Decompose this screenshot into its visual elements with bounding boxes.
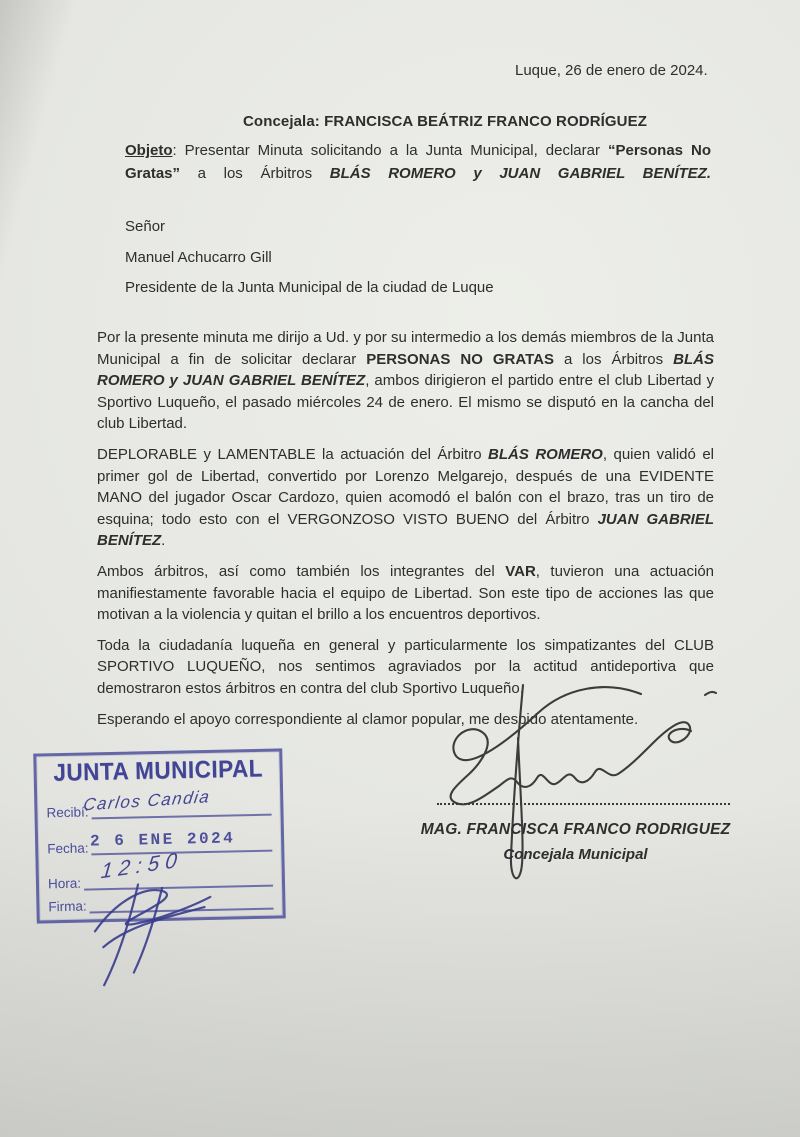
paragraph-3: Ambos árbitros, así como también los integrantes del VAR, tuvieron una actuación manifiestamente favorable hacia el equipo de Libertad. Son este tipo de acciones las que motivan a la violencia y quitan el brillo a los encuentros deportivos.	[97, 562, 715, 624]
stamp-signature-scribble	[74, 870, 236, 988]
recipient-name: Manuel Achucarro Gill	[125, 248, 272, 266]
stamp-line-recibi	[92, 814, 272, 820]
stamp-label-fecha: Fecha:	[47, 840, 89, 857]
signatory-title: Concejala Municipal	[503, 846, 648, 863]
addressee-heading: Concejala: FRANCISCA BEÁTRIZ FRANCO RODRÍGUEZ	[243, 113, 647, 130]
date-line: Luque, 26 de enero de 2024.	[515, 62, 708, 79]
paragraph-4: Toda la ciudadanía luqueña en general y particularmente los simpatizantes del CLUB SPORTIVO LUQUEÑO, nos sentimos agraviados por la actitud antideportiva que demostraron estos árbitros en contra del club Sportivo Luqueño.	[97, 636, 714, 697]
signature-dotted-line	[437, 794, 730, 805]
recipient-title: Presidente de la Junta Municipal de la ciudad de Luque	[125, 279, 494, 296]
recipient-salutation: Señor	[125, 218, 166, 235]
stamp-label-recibi: Recibí:	[46, 804, 89, 821]
stamp-recibi-handwriting: Carlos Candia	[82, 787, 212, 815]
stamp-label-hora: Hora:	[47, 875, 82, 892]
subject-line: Objeto: Presentar Minuta solicitando a la Junta Municipal, declarar “Personas No Gratas” a los Árbitros BLÁS ROMERO y JUAN GABRIEL BENÍTEZ.	[125, 142, 711, 182]
reception-stamp	[33, 748, 286, 923]
stamp-date-imprint: 2 6 ENE 2024	[89, 829, 236, 851]
paragraph-2: DEPLORABLE y LAMENTABLE la actuación del Árbitro BLÁS ROMERO, quien validó el primer gol de Libertad, convertido por Lorenzo Melgarejo, después de una EVIDENTE MANO del jugador Oscar Cardozo, quien acomodó el balón con el brazo, tras un tiro de esquina; todo esto con el VERGONZOSO VISTO BUENO del Árbitro JUAN GABRIEL BENÍTEZ.	[97, 445, 714, 550]
handwritten-signature	[433, 678, 723, 900]
recipient-block	[125, 212, 494, 304]
paragraph-5: Esperando el apoyo correspondiente al clamor popular, me despido atentamente.	[97, 710, 639, 728]
signatory-name: MAG. FRANCISCA FRANCO RODRIGUEZ	[420, 821, 731, 838]
signatory-block	[418, 821, 733, 863]
stamp-label-firma: Firma:	[48, 898, 87, 915]
stamp-hora-handwriting: 12:50	[99, 848, 185, 884]
paragraph-1: Por la presente minuta me dirijo a Ud. y por su intermedio a los demás miembros de la Junta Municipal a fin de solicitar declarar PERSONAS NO GRATAS a los Árbitros BLÁS ROMERO y JUAN GABRIEL BENÍTEZ, ambos dirigieron el partido entre el club Libertad y Sportivo Luqueño, el pasado miércoles 24 de enero. El mismo se disputó en la cancha del club Libertad.	[97, 329, 714, 433]
stamp-header: JUNTA MUNICIPAL	[53, 754, 264, 787]
